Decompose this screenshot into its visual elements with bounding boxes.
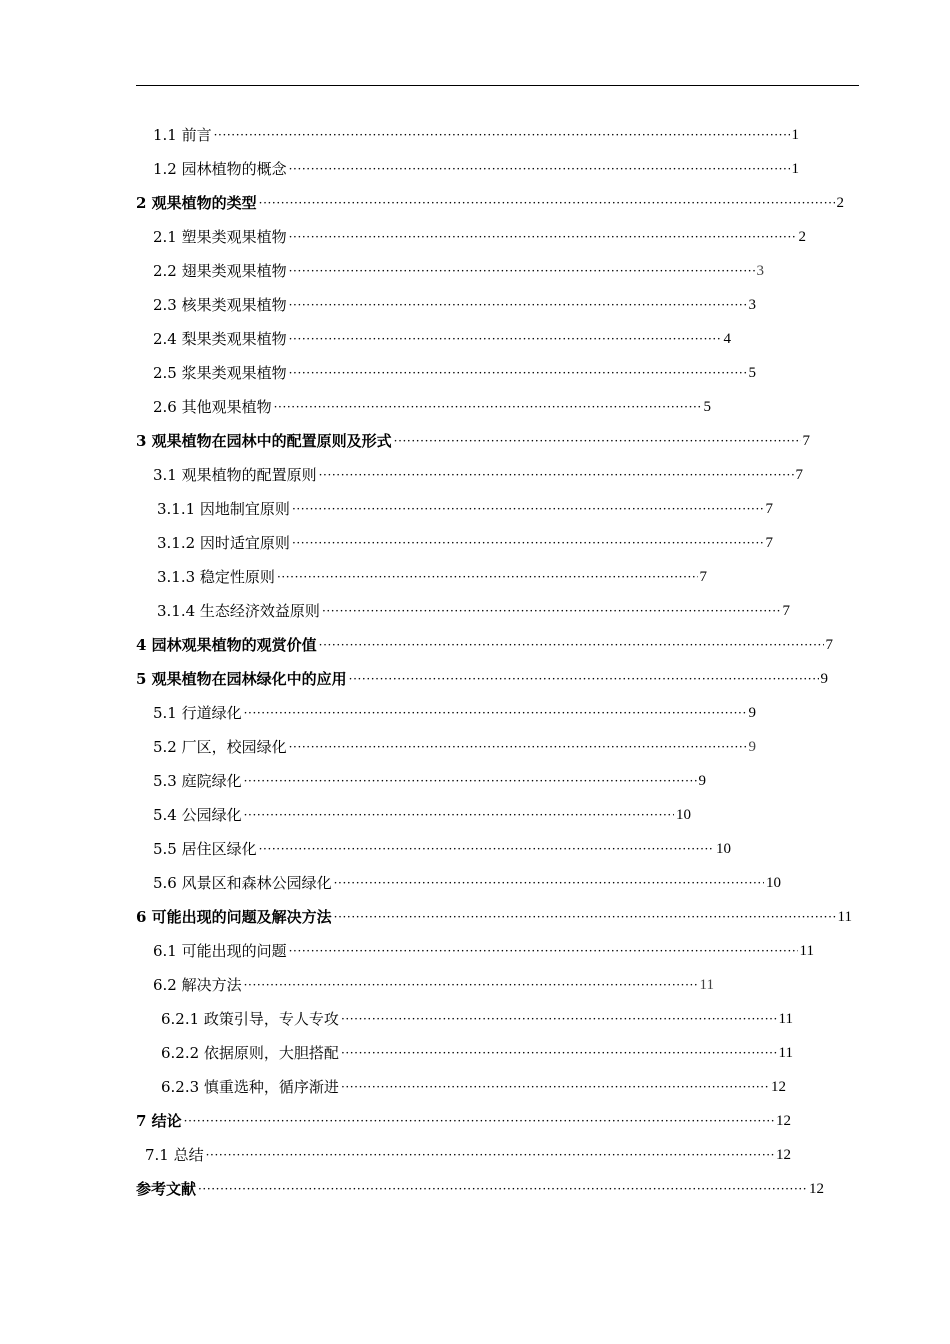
toc-leader-dots <box>322 594 781 628</box>
toc-entry-label: 2.1 塑果类观果植物 <box>153 228 287 246</box>
toc-page-number: 9 <box>698 773 706 789</box>
toc-page-number: 11 <box>837 909 852 925</box>
toc-entry[interactable] <box>157 560 707 594</box>
toc-entry[interactable] <box>153 968 714 1002</box>
toc-entry-label: 3.1 观果植物的配置原则 <box>153 466 317 484</box>
toc-leader-dots <box>319 458 794 492</box>
toc-entry[interactable] <box>157 526 773 560</box>
toc-leader-dots <box>289 934 798 968</box>
toc-page-number: 12 <box>771 1079 786 1095</box>
toc-entry-label: 7.1 总结 <box>145 1146 204 1164</box>
toc-entry[interactable] <box>153 152 799 186</box>
toc-leader-dots <box>289 322 722 356</box>
toc-entry-label: 2.6 其他观果植物 <box>153 398 272 416</box>
toc-leader-dots <box>289 152 790 186</box>
toc-entry-label: 2.2 翅果类观果植物 <box>153 262 287 280</box>
toc-entry[interactable] <box>153 118 799 152</box>
toc-leader-dots <box>214 118 790 152</box>
toc-entry[interactable] <box>161 1070 786 1104</box>
toc-entry[interactable] <box>136 1172 824 1206</box>
toc-entry[interactable] <box>153 390 711 424</box>
toc-entry-label: 2.4 梨果类观果植物 <box>153 330 287 348</box>
toc-page-number: 5 <box>703 399 711 415</box>
toc-entry-label: 5.5 居住区绿化 <box>153 840 257 858</box>
toc-page-number: 2 <box>798 229 806 245</box>
toc-entry-label: 5.4 公园绿化 <box>153 806 242 824</box>
toc-page-number: 10 <box>766 875 781 891</box>
toc-leader-dots <box>244 764 697 798</box>
toc-entry-label: 1.2 园林植物的概念 <box>153 160 287 178</box>
toc-entry-label: 2.3 核果类观果植物 <box>153 296 287 314</box>
toc-leader-dots <box>289 254 755 288</box>
toc-page-number: 7 <box>795 467 803 483</box>
toc-leader-dots <box>259 186 835 220</box>
toc-entry[interactable] <box>153 356 756 390</box>
toc-leader-dots <box>341 1002 777 1036</box>
toc-entry[interactable] <box>136 186 844 220</box>
toc-leader-dots <box>341 1070 769 1104</box>
toc-entry-label: 6.2.2 依据原则，大胆搭配 <box>161 1044 339 1062</box>
toc-leader-dots <box>334 866 764 900</box>
toc-entry[interactable] <box>145 1138 791 1172</box>
toc-entry-label: 6.2 解决方法 <box>153 976 242 994</box>
toc-leader-dots <box>289 730 747 764</box>
toc-entry[interactable] <box>153 288 756 322</box>
toc-leader-dots <box>394 424 801 458</box>
toc-entry[interactable] <box>157 492 773 526</box>
toc-leader-dots <box>184 1104 774 1138</box>
toc-entry[interactable] <box>153 764 706 798</box>
toc-leader-dots <box>292 526 764 560</box>
toc-entry-label: 参考文献 <box>136 1180 197 1198</box>
toc-entry-label: 1.1 前言 <box>153 126 212 144</box>
toc-page-number: 4 <box>723 331 731 347</box>
toc-page-number: 1 <box>791 161 799 177</box>
toc-page-number: 3 <box>756 263 764 279</box>
toc-entry-label: 5.3 庭院绿化 <box>153 772 242 790</box>
toc-entry[interactable] <box>153 798 691 832</box>
toc-page-number: 10 <box>716 841 731 857</box>
toc-entry-label: 3.1.1 因地制宜原则 <box>157 500 290 518</box>
toc-entry[interactable] <box>136 900 852 934</box>
toc-entry-label: 6.1 可能出现的问题 <box>153 942 287 960</box>
toc-entry[interactable] <box>153 220 806 254</box>
toc-entry-label: 3.1.4 生态经济效益原则 <box>157 602 320 620</box>
toc-leader-dots <box>274 390 702 424</box>
toc-page-number: 11 <box>799 943 814 959</box>
toc-page-number: 3 <box>748 297 756 313</box>
header-rule <box>136 85 859 86</box>
toc-leader-dots <box>289 356 747 390</box>
toc-page-number: 11 <box>699 977 714 993</box>
toc-entry[interactable] <box>136 424 810 458</box>
toc-entry[interactable] <box>153 832 731 866</box>
toc-entry[interactable] <box>153 934 814 968</box>
toc-leader-dots <box>319 628 824 662</box>
toc-page-number: 2 <box>836 195 844 211</box>
toc-leader-dots <box>341 1036 777 1070</box>
toc-leader-dots <box>206 1138 774 1172</box>
toc-page-number: 7 <box>699 569 707 585</box>
toc-leader-dots <box>259 832 714 866</box>
toc-leader-dots <box>244 798 674 832</box>
toc-entry[interactable] <box>136 1104 791 1138</box>
toc-entry[interactable] <box>157 594 790 628</box>
toc-entry-label: 5.6 风景区和森林公园绿化 <box>153 874 332 892</box>
toc-page-number: 7 <box>802 433 810 449</box>
toc-entry-label: 6.2.1 政策引导，专人专攻 <box>161 1010 339 1028</box>
toc-entry[interactable] <box>153 866 781 900</box>
toc-entry-label: 6 可能出现的问题及解决方法 <box>136 908 332 926</box>
toc-page-number: 7 <box>765 535 773 551</box>
toc-entry[interactable] <box>161 1036 793 1070</box>
toc-leader-dots <box>349 662 819 696</box>
toc-leader-dots <box>198 1172 807 1206</box>
toc-entry[interactable] <box>153 696 756 730</box>
toc-leader-dots <box>289 220 797 254</box>
toc-page-number: 5 <box>748 365 756 381</box>
toc-entry-label: 5 观果植物在园林绿化中的应用 <box>136 670 347 688</box>
toc-page-number: 7 <box>782 603 790 619</box>
toc-entry[interactable] <box>161 1002 793 1036</box>
toc-entry-label: 3 观果植物在园林中的配置原则及形式 <box>136 432 392 450</box>
toc-entry[interactable] <box>136 628 833 662</box>
toc-page-number: 11 <box>778 1045 793 1061</box>
toc-leader-dots <box>292 492 764 526</box>
toc-page-number: 10 <box>676 807 691 823</box>
toc-page-number: 11 <box>778 1011 793 1027</box>
toc-page-number: 12 <box>776 1147 791 1163</box>
toc-entry[interactable] <box>153 254 764 288</box>
toc-entry[interactable] <box>136 662 828 696</box>
toc-entry-label: 7 结论 <box>136 1112 182 1130</box>
toc-entry-label: 2 观果植物的类型 <box>136 194 257 212</box>
toc-entry[interactable] <box>153 322 731 356</box>
toc-leader-dots <box>289 288 747 322</box>
toc-leader-dots <box>244 696 747 730</box>
toc-entry-label: 6.2.3 慎重选种，循序渐进 <box>161 1078 339 1096</box>
toc-page-number: 9 <box>748 705 756 721</box>
toc-page-number: 12 <box>809 1181 824 1197</box>
toc-page-number: 9 <box>748 739 756 755</box>
toc-page-number: 9 <box>820 671 828 687</box>
toc-entry-label: 5.2 厂区，校园绿化 <box>153 738 287 756</box>
toc-page-number: 12 <box>776 1113 791 1129</box>
toc-entry-label: 3.1.2 因时适宜原则 <box>157 534 290 552</box>
toc-entry-label: 2.5 浆果类观果植物 <box>153 364 287 382</box>
toc-entry[interactable] <box>153 458 803 492</box>
toc-leader-dots <box>244 968 698 1002</box>
toc-leader-dots <box>334 900 836 934</box>
toc-page-number: 7 <box>765 501 773 517</box>
toc-entry[interactable] <box>153 730 756 764</box>
toc-entry-label: 4 园林观果植物的观赏价值 <box>136 636 317 654</box>
toc-entry-label: 5.1 行道绿化 <box>153 704 242 722</box>
toc-page-number: 1 <box>791 127 799 143</box>
toc-leader-dots <box>277 560 698 594</box>
toc-entry-label: 3.1.3 稳定性原则 <box>157 568 275 586</box>
toc-page-number: 7 <box>825 637 833 653</box>
